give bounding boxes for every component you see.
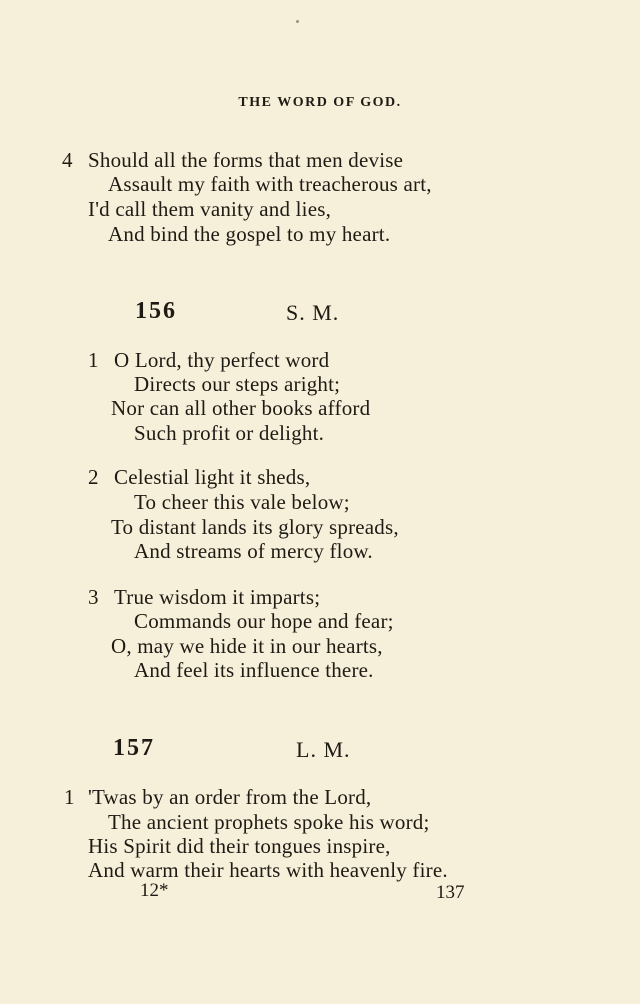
- verse-line: And warm their hearts with heavenly fire.: [88, 858, 448, 882]
- verse-line: The ancient prophets spoke his word;: [108, 810, 430, 834]
- verse-line: Such profit or delight.: [134, 421, 325, 445]
- verse-line: Celestial light it sheds,: [114, 465, 311, 489]
- verse-line: To cheer this vale below;: [134, 490, 350, 514]
- verse-line: True wisdom it imparts;: [114, 585, 321, 609]
- stanza-number: 1: [64, 785, 75, 809]
- stanza-number: 4: [62, 148, 73, 172]
- verse-line: Assault my faith with treacherous art,: [108, 172, 432, 196]
- verse-line: 'Twas by an order from the Lord,: [88, 785, 372, 809]
- page-speck: [296, 20, 299, 23]
- verse-line: Nor can all other books afford: [111, 396, 371, 420]
- verse-line: I'd call them vanity and lies,: [88, 197, 332, 221]
- stanza-number: 3: [88, 585, 99, 609]
- verse-line: Directs our steps aright;: [134, 372, 341, 396]
- hymn-number: 157: [113, 735, 155, 761]
- stanza-number: 2: [88, 465, 99, 489]
- verse-line: And feel its influence there.: [134, 658, 374, 682]
- verse-line: Commands our hope and fear;: [134, 609, 394, 633]
- hymn-meter: L. M.: [296, 737, 351, 762]
- running-header: THE WORD OF GOD.: [238, 95, 402, 110]
- hymn-meter: S. M.: [286, 300, 340, 325]
- verse-line: And streams of mercy flow.: [134, 539, 373, 563]
- stanza-number: 1: [88, 348, 99, 372]
- verse-line: O Lord, thy perfect word: [114, 348, 330, 372]
- verse-line: Should all the forms that men devise: [88, 148, 404, 172]
- verse-line: And bind the gospel to my heart.: [108, 222, 391, 246]
- signature-mark: 12*: [140, 880, 169, 901]
- verse-line: O, may we hide it in our hearts,: [111, 634, 383, 658]
- hymn-number: 156: [135, 298, 177, 324]
- page-number: 137: [436, 882, 465, 903]
- verse-line: His Spirit did their tongues inspire,: [88, 834, 391, 858]
- verse-line: To distant lands its glory spreads,: [111, 515, 399, 539]
